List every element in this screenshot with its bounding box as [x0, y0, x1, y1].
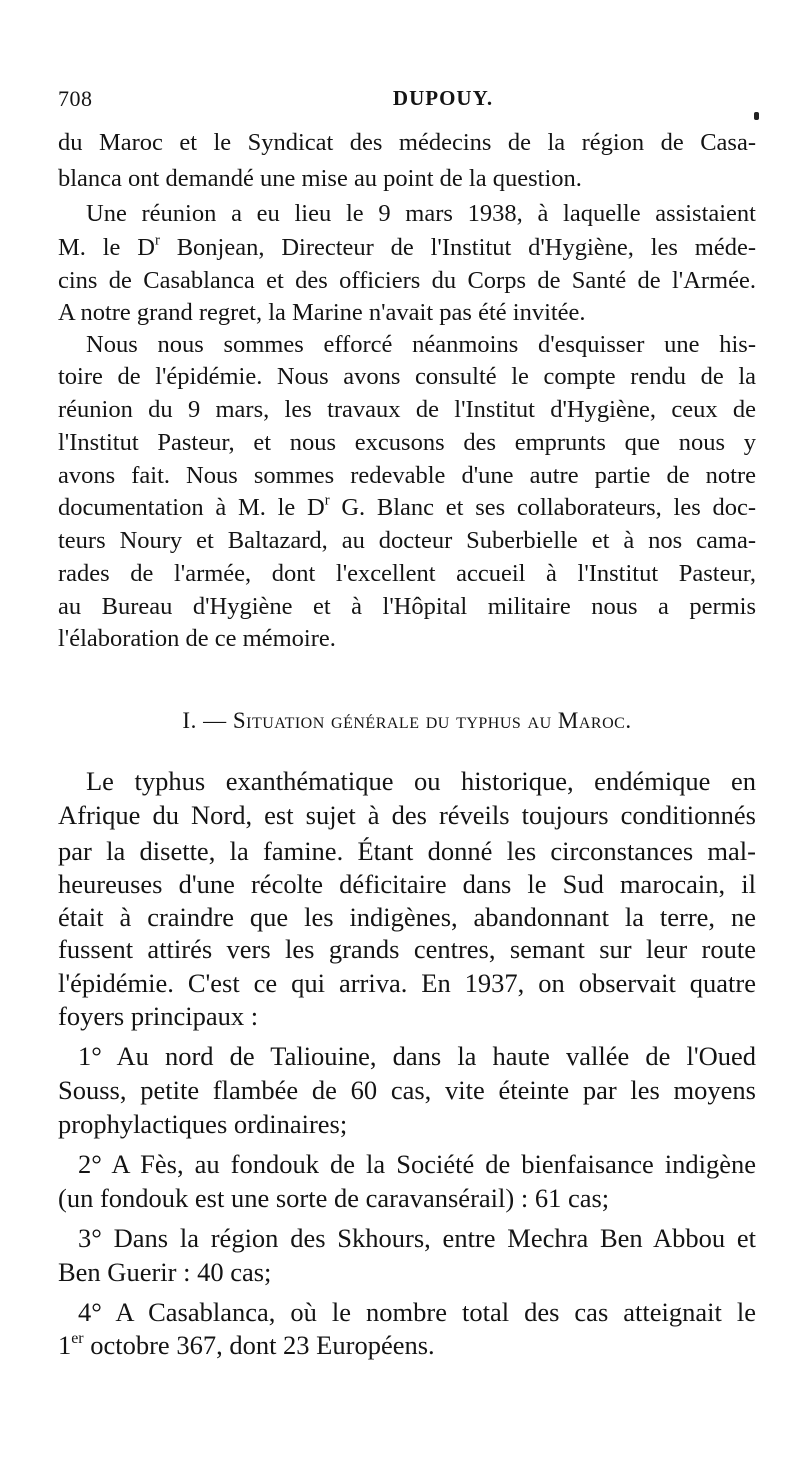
list-item-line: 4° A Casablanca, où le nombre total des cas atteignait le [78, 1297, 756, 1327]
text-line: cins de Casablanca et des officiers du Corps de Santé de l'Armée. [58, 267, 756, 294]
section-heading [58, 706, 756, 736]
text-line: réunion du 9 mars, les travaux de l'Institut d'Hygiène, ceux de [58, 396, 756, 423]
text-line: fussent attirés vers les grands centres, semant sur leur route [58, 934, 756, 964]
running-head: DUPOUY. [392, 86, 494, 110]
text-line: Nous nous sommes efforcé néanmoins d'esquisser une his- [86, 331, 756, 358]
text-line: A notre grand regret, la Marine n'avait pas été invitée. [58, 299, 586, 326]
text-line: l'épidémie. C'est ce qui arriva. En 1937, on observait quatre [58, 968, 756, 998]
list-item-line: Ben Guerir : 40 cas; [58, 1257, 272, 1287]
text-line: du Maroc et le Syndicat des médecins de la région de Casa- [58, 129, 756, 156]
text-line: Une réunion a eu lieu le 9 mars 1938, à laquelle assistaient [86, 200, 756, 227]
list-item-line: (un fondouk est une sorte de caravansérail) : 61 cas; [58, 1183, 610, 1213]
text-line: toire de l'épidémie. Nous avons consulté le compte rendu de la [58, 363, 756, 390]
text-line: l'élaboration de ce mémoire. [58, 625, 336, 652]
text-line: l'Institut Pasteur, et nous excusons des emprunts que nous y [58, 429, 756, 456]
text-line: Afrique du Nord, est sujet à des réveils toujours conditionnés [58, 800, 756, 830]
list-item-line: 3° Dans la région des Skhours, entre Mechra Ben Abbou et [78, 1223, 756, 1253]
text-line: M. le $D^r$ Bonjean, Directeur de l'Institut d'Hygiène, les méde- [58, 232, 756, 261]
text-line: était à craindre que les indigènes, abandonnant la terre, ne [58, 902, 756, 932]
text-line: par la disette, la famine. Étant donné les circonstances mal- [58, 836, 756, 866]
text-line: rades de l'armée, dont l'excellent accueil à l'Institut Pasteur, [58, 560, 756, 587]
text-line: documentation à M. le $D^r$ G. Blanc et ses collaborateurs, les doc- [58, 492, 756, 521]
list-item-line: 1er octobre 367, dont 23 Européens. [58, 1329, 435, 1360]
text-line: au Bureau d'Hygiène et à l'Hôpital militaire nous a permis [58, 593, 756, 620]
text-line: teurs Noury et Baltazard, au docteur Suberbielle et à nos cama- [58, 527, 756, 554]
ink-speck [754, 112, 759, 120]
text-line: foyers principaux : [58, 1001, 259, 1031]
section-number: I. [182, 708, 197, 733]
list-item-line: Souss, petite flambée de 60 cas, vite éteinte par les moyens [58, 1075, 756, 1105]
section-title: Situation générale du typhus au Maroc. [232, 708, 632, 733]
list-item-line: prophylactiques ordinaires; [58, 1109, 348, 1139]
text-line: Le typhus exanthématique ou historique, endémique en [86, 766, 756, 796]
page-header [58, 86, 758, 116]
text-line: heureuses d'une récolte déficitaire dans le Sud marocain, il [58, 869, 756, 899]
text-line: blanca ont demandé une mise au point de la question. [58, 165, 582, 192]
list-item-line: 2° A Fès, au fondouk de la Société de bienfaisance indigène [78, 1149, 756, 1179]
list-item-line: 1° Au nord de Taliouine, dans la haute vallée de l'Oued [78, 1041, 756, 1071]
text-line: avons fait. Nous sommes redevable d'une autre partie de notre [58, 462, 756, 489]
page-number: 708 [58, 86, 93, 111]
section-dash: — [203, 708, 227, 733]
